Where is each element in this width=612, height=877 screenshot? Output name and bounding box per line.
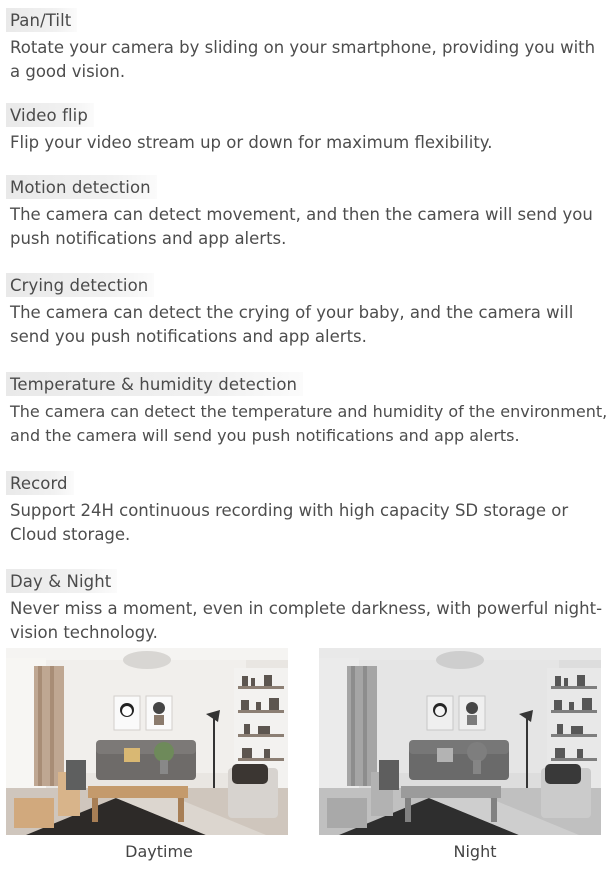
feature-title: Pan/Tilt — [6, 8, 77, 32]
feature-title: Motion detection — [6, 175, 157, 199]
feature-title: Temperature & humidity detection — [6, 372, 303, 396]
feature-temperature-humidity — [0, 372, 612, 448]
feature-video-flip — [0, 103, 612, 155]
feature-description: Support 24H continuous recording with high capacity SD storage or Cloud storage. — [10, 501, 569, 544]
feature-record — [0, 471, 612, 547]
feature-description: The camera can detect the crying of your baby, and the camera will send you push notifications and app alerts. — [10, 303, 574, 346]
feature-title: Crying detection — [6, 273, 154, 297]
feature-title: Record — [6, 471, 74, 495]
feature-title: Day & Night — [6, 569, 117, 593]
feature-crying-detection — [0, 273, 612, 349]
feature-description: Rotate your camera by sliding on your smartphone, providing you with a good vision. — [10, 38, 596, 81]
feature-motion-detection — [0, 175, 612, 251]
feature-description: The camera can detect movement, and then the camera will send you push notifications and app alerts. — [10, 205, 593, 248]
night-caption: Night — [453, 842, 497, 861]
feature-description: Flip your video stream up or down for maximum flexibility. — [10, 133, 493, 152]
feature-day-night — [0, 569, 612, 645]
night-living-room-image — [319, 648, 601, 835]
feature-title: Video flip — [6, 103, 94, 127]
daytime-caption: Daytime — [125, 842, 193, 861]
feature-pan-tilt — [0, 8, 612, 84]
feature-description: The camera can detect the temperature and humidity of the environment, and the camera will send you push notifications and app alerts. — [10, 402, 608, 445]
daytime-living-room-image — [6, 648, 288, 835]
feature-description: Never miss a moment, even in complete darkness, with powerful night-vision technology. — [10, 599, 603, 642]
